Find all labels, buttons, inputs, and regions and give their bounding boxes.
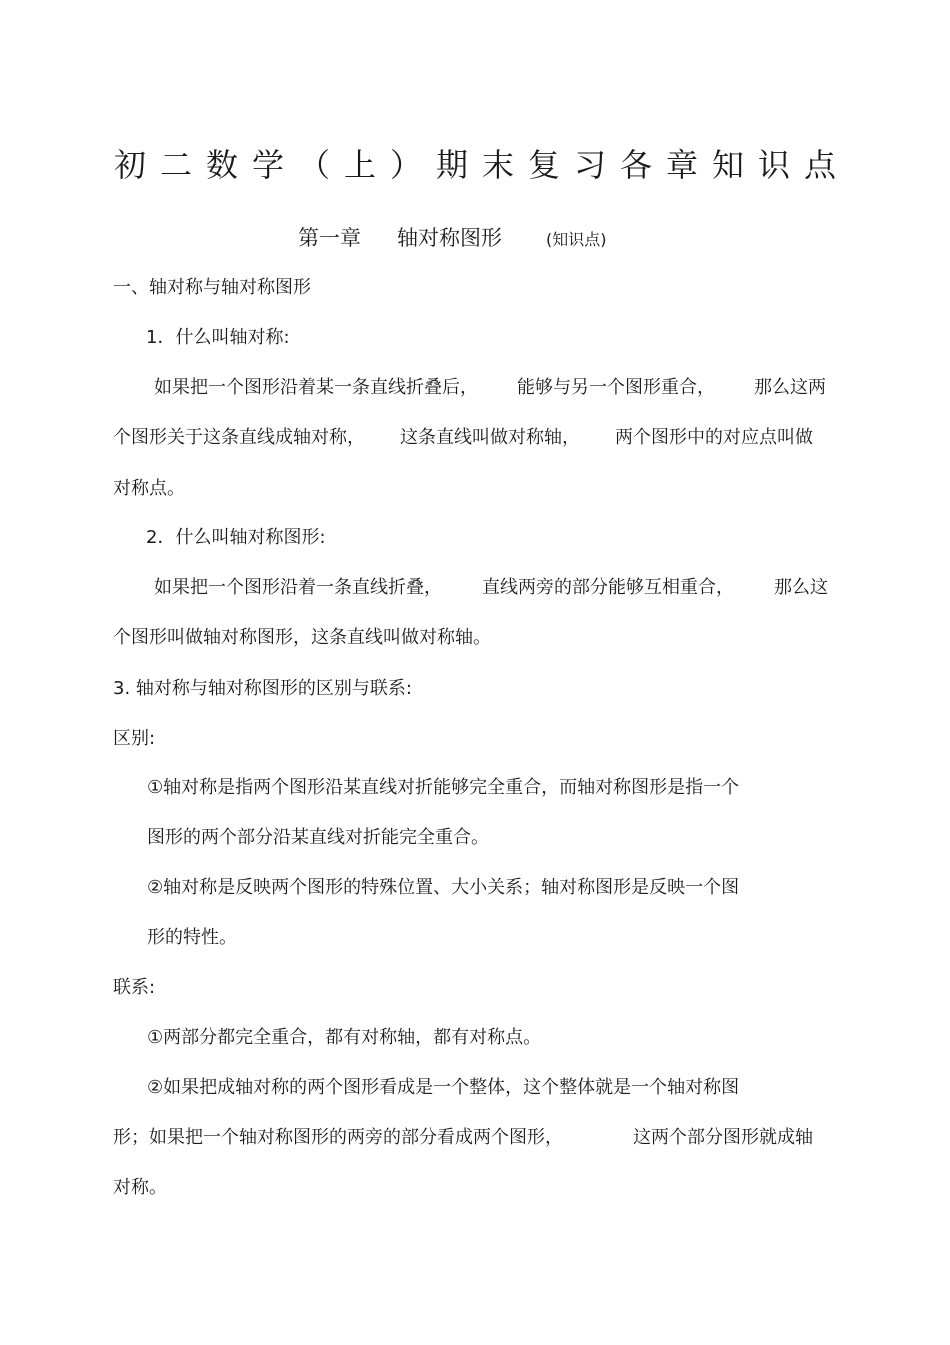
chapter-name: 轴对称图形 xyxy=(397,226,502,250)
connection-2-line3: 对称。 xyxy=(113,1177,167,1198)
text-segment: 能够与另一个图形重合， xyxy=(517,377,715,398)
text-segment: 这条直线叫做对称轴， xyxy=(400,427,580,448)
text-segment: 那么这两 xyxy=(754,377,826,398)
connection-1: ①两部分都完全重合，都有对称轴，都有对称点。 xyxy=(147,1027,542,1048)
difference-label: 区别: xyxy=(113,728,156,749)
item1-label: 1．什么叫轴对称: xyxy=(146,327,290,348)
chapter-number: 第一章 xyxy=(298,226,361,250)
item1-paragraph-line3: 对称点。 xyxy=(113,478,185,499)
chapter-heading xyxy=(298,224,607,254)
item1-paragraph-line2 xyxy=(113,426,813,450)
connection-label: 联系: xyxy=(113,977,156,998)
item2-label: 2．什么叫轴对称图形: xyxy=(146,527,326,548)
text-segment: 形；如果把一个轴对称图形的两旁的部分看成两个图形， xyxy=(113,1127,563,1148)
difference-2-line2: 形的特性。 xyxy=(147,927,237,948)
text-segment: 如果把一个图形沿着一条直线折叠， xyxy=(154,577,442,598)
text-segment: 个图形关于这条直线成轴对称， xyxy=(113,427,365,448)
item2-paragraph-line2: 个图形叫做轴对称图形，这条直线叫做对称轴。 xyxy=(113,627,491,648)
text-segment: 如果把一个图形沿着某一条直线折叠后， xyxy=(154,377,478,398)
text-segment: 那么这 xyxy=(774,577,828,598)
connection-2-line2 xyxy=(113,1126,813,1150)
document-title: 初二数学（上）期末复习各章知识点 xyxy=(114,146,851,184)
connection-2-line1: ②如果把成轴对称的两个图形看成是一个整体，这个整体就是一个轴对称图 xyxy=(147,1077,740,1098)
text-segment: 两个图形中的对应点叫做 xyxy=(615,427,813,448)
chapter-note: (知识点) xyxy=(546,230,607,249)
item2-paragraph-line1 xyxy=(154,576,828,600)
difference-1-line2: 图形的两个部分沿某直线对折能完全重合。 xyxy=(147,827,489,848)
item1-paragraph-line1 xyxy=(154,376,826,400)
difference-2-line1: ②轴对称是反映两个图形的特殊位置、大小关系；轴对称图形是反映一个图 xyxy=(147,877,740,898)
section-heading: 一、轴对称与轴对称图形 xyxy=(113,277,311,298)
difference-1-line1: ①轴对称是指两个图形沿某直线对折能够完全重合，而轴对称图形是指一个 xyxy=(147,777,740,798)
text-segment: 直线两旁的部分能够互相重合， xyxy=(482,577,734,598)
text-segment: 这两个部分图形就成轴 xyxy=(633,1127,813,1148)
item3-label: 3. 轴对称与轴对称图形的区别与联系: xyxy=(113,678,412,699)
